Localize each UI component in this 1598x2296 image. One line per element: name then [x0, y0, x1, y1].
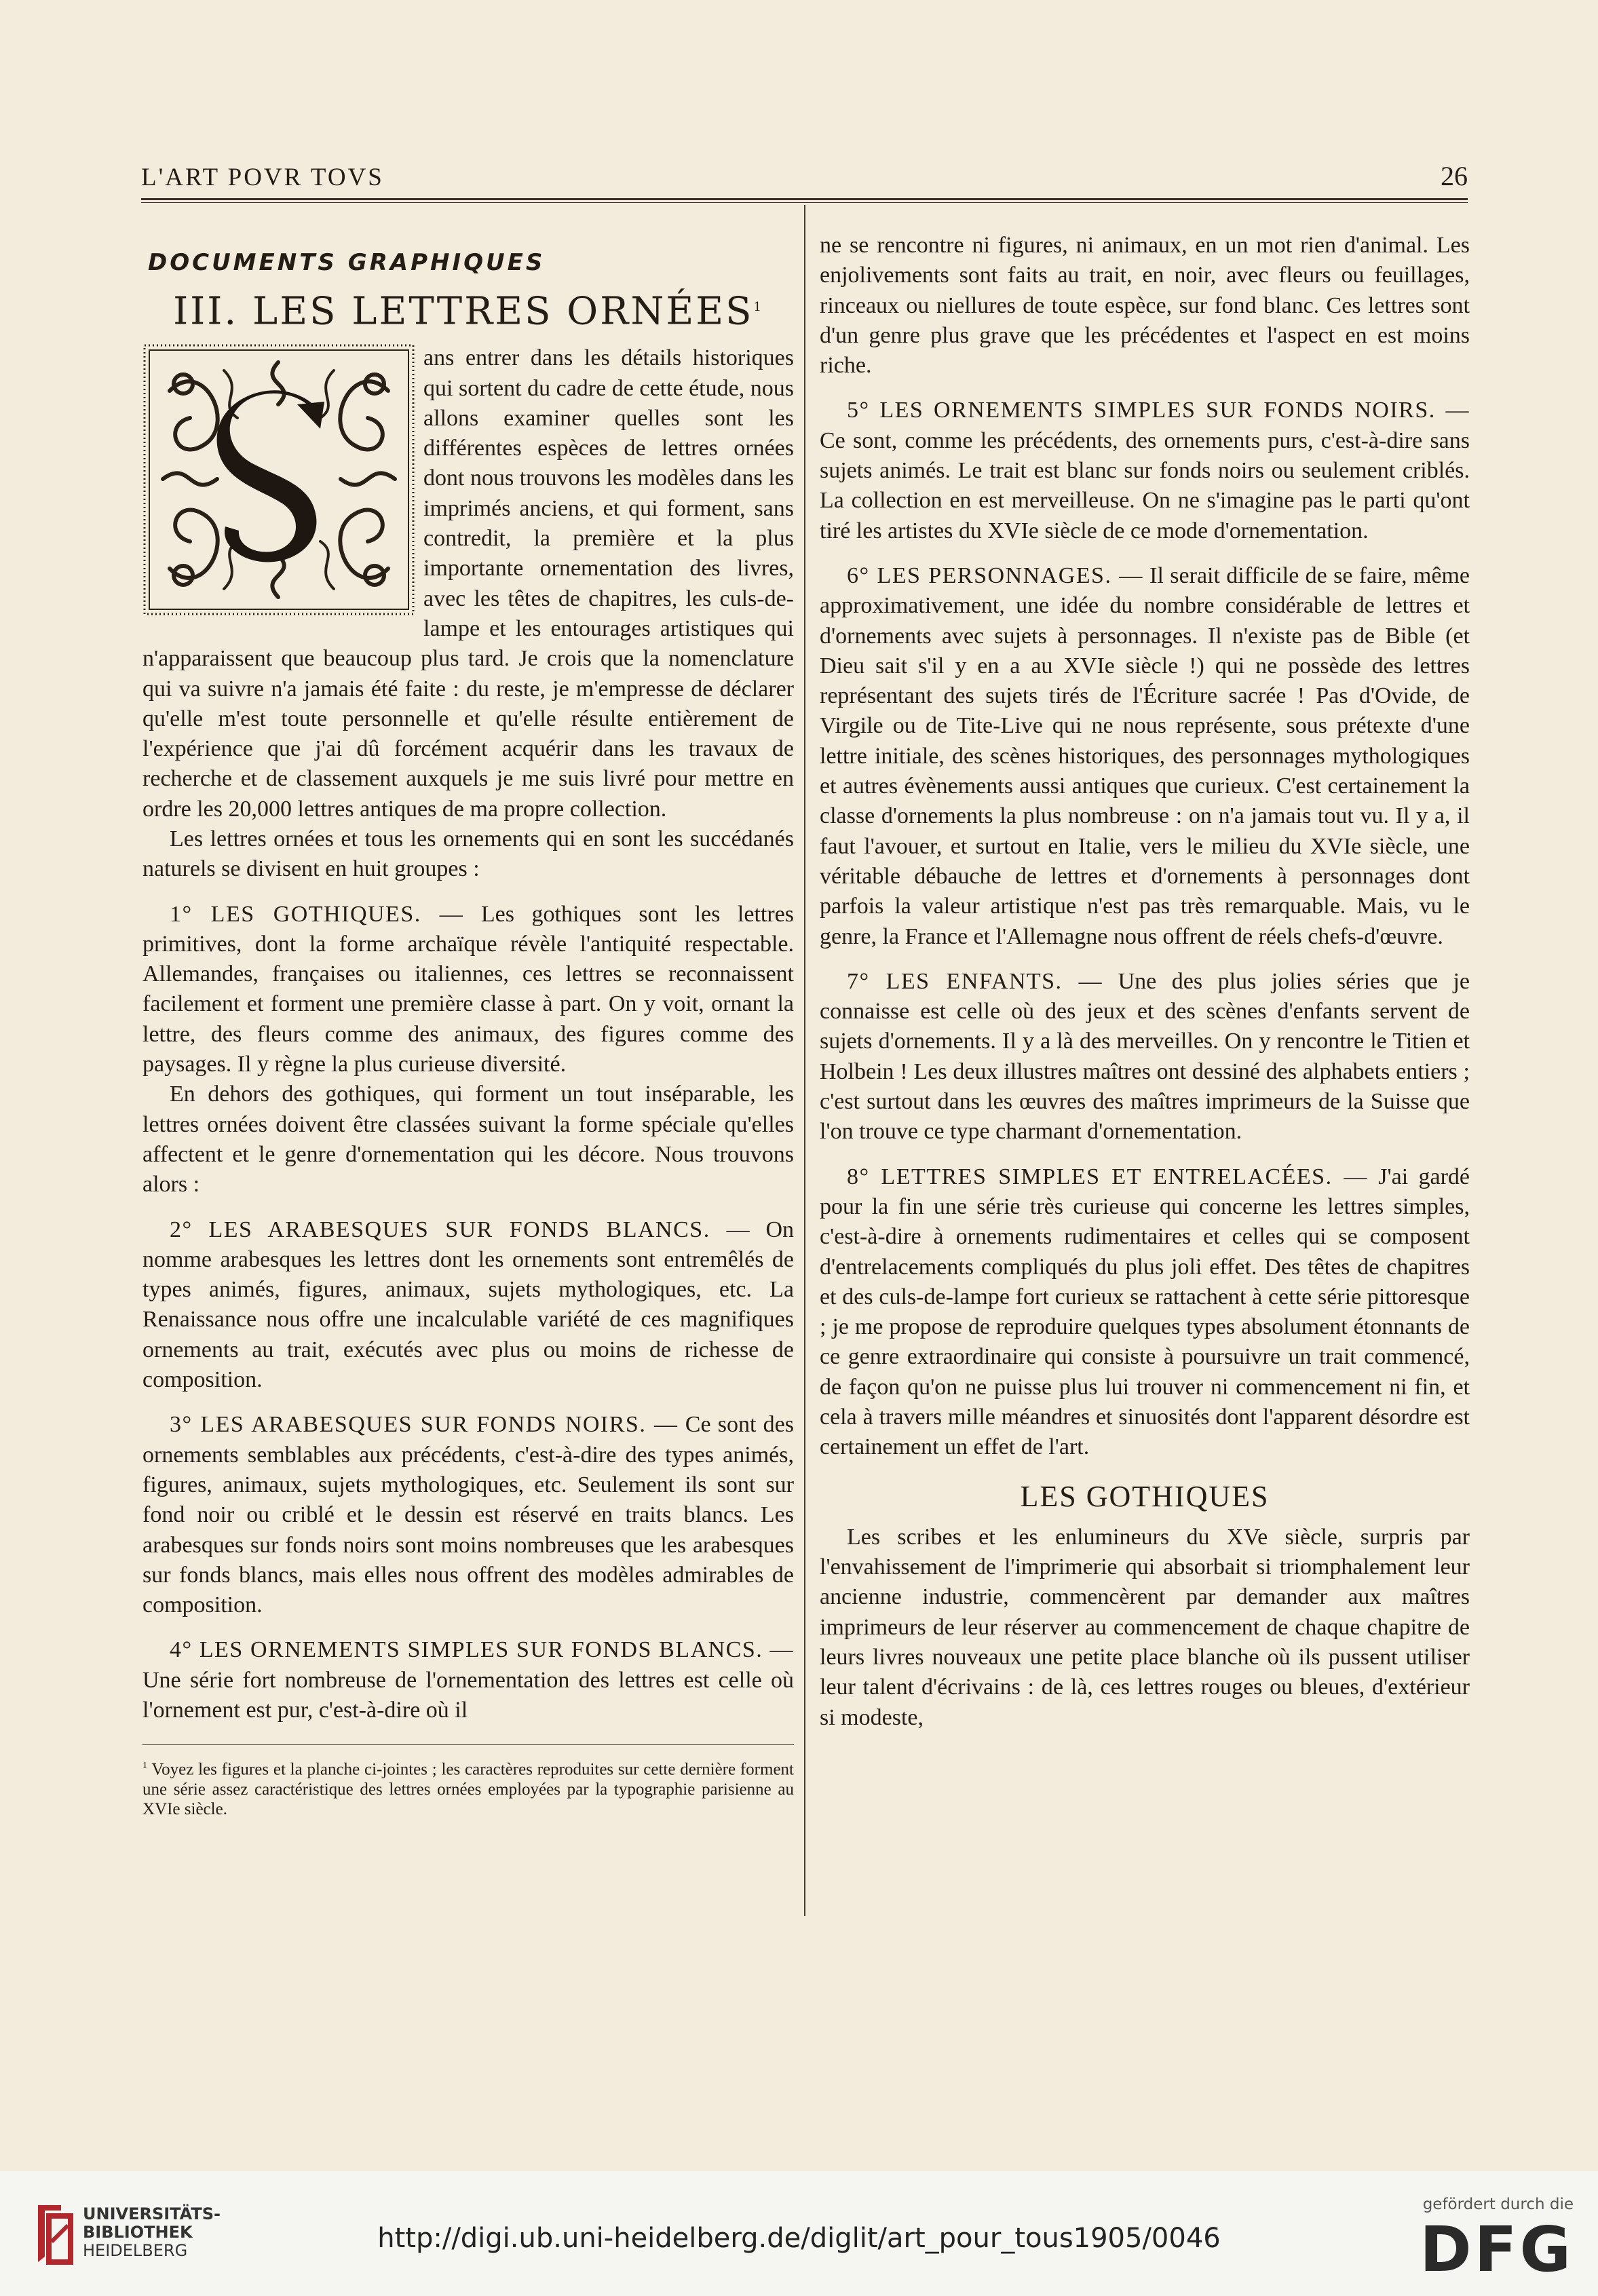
section-5-heading: 5° LES ORNEMENTS SIMPLES SUR FONDS NOIRS. — — [847, 398, 1470, 423]
section-3-heading: 3° LES ARABESQUES SUR FONDS NOIRS. — — [170, 1412, 679, 1438]
section-1-heading: 1° LES GOTHIQUES. — — [170, 901, 464, 927]
article-title-text: III. LES LETTRES ORNÉES — [173, 289, 754, 334]
left-column — [142, 248, 794, 1819]
title-footnote-mark: 1 — [753, 300, 763, 315]
footnote-text: Voyez les figures et la planche ci-jointes ; les caractères reproduites sur cette dernière forment une série assez caractéristique des lettres ornées employées par la typographie parisienne au XVIe siècle. — [142, 1760, 794, 1818]
section-4 — [142, 1635, 794, 1725]
ornamental-initial-s-icon — [142, 343, 415, 616]
section-kicker: DOCUMENTS GRAPHIQUES — [148, 249, 546, 276]
section-5-body: Ce sont, comme les précédents, des ornements purs, c'est-à-dire sans sujets animés. Le trait est blanc sur fonds noirs ou seulement criblés. La collection en est merveilleuse. On ne s'imagine pas le parti qu'ont tiré les artistes du XVIe siècle de ce mode d'ornementation. — [820, 427, 1470, 543]
running-head — [141, 163, 1468, 192]
section-2 — [142, 1215, 794, 1396]
section-6 — [820, 561, 1470, 952]
library-name-line-2: BIBLIOTHEK — [83, 2223, 193, 2242]
paragraph-dehors: En dehors des gothiques, qui forment un tout inséparable, les lettres ornées doivent être classées suivant la forme spéciale qu'elles affectent et le genre d'ornementation qui les décore. Nous trouvons alors : — [142, 1082, 794, 1198]
footnote — [142, 1744, 794, 1818]
paragraph-groups: Les lettres ornées et tous les ornements qui en sont les succédanés naturels se divisent en huit groupes : — [142, 826, 794, 882]
section-8 — [820, 1162, 1470, 1463]
page-number: 26 — [1441, 161, 1468, 191]
section-7-heading: 7° LES ENFANTS. — — [847, 968, 1103, 994]
footnote-mark: 1 — [142, 1761, 147, 1772]
sponsor-label: gefördert durch die — [1422, 2196, 1574, 2213]
dfg-logo-icon[interactable]: DFG — [1420, 2213, 1574, 2286]
right-column — [820, 231, 1470, 1733]
section-1-body: Les gothiques sont les lettres primitives, dont la forme archaïque révèle l'antiquité respectable. Allemandes, françaises ou italiennes, ces lettres se reconnaissent facilement et forment une première classe à part. On y voit, ornant la lettre, des fleurs comme des animaux, des figures comme des paysages. Il y règne la plus curieuse diversité. — [142, 901, 794, 1077]
header-rule-thin — [141, 202, 1468, 203]
section-4-body: Une série fort nombreuse de l'ornementation des lettres est celle où l'ornement est pur, c'est-à-dire où il — [142, 1667, 794, 1723]
column-divider — [804, 205, 805, 1916]
section-6-body: Il serait difficile de se faire, même approximativement, une idée du nombre considérable de lettres et d'ornements avec sujets à personnages. Il n'existe pas de Bible (et Dieu sait s'il y en a au XVIe siècle !) qui ne possède des lettres représentant des sujets tirés de l'Écriture sacrée ! Pas d'Ovide, de Virgile ou de Tite-Live qui ne nous représente, sous prétexte d'une lettre initiale, des scènes historiques, des personnages mythologiques et autres évènements aussi antiques que curieux. C'est certainement la classe d'ornements la plus nombreuse : on n'a jamais tout vu. Il y a, il faut l'avouer, et surtout en Italie, vers le milieu du XVIe siècle, une véritable débauche de lettres et d'ornements à personnages dont parfois la valeur artistique n'est pas très remarquable. Mais, vu le genre, la France et l'Allemagne nous offrent de réels chefs-d'œuvre. — [820, 562, 1470, 949]
section-5 — [820, 396, 1470, 546]
intro-paragraph: ans entrer dans les détails historiques qui sortent du cadre de cette étude, nous allons examiner quelles sont les différentes espèces de lettres ornées dont nous trouvons les modèles dans les imprimés anciens, et qui forment, sans contredit, la première et la plus importante ornementation des livres, avec les têtes de chapitres, les culs-de-lampe et les entourages artistiques qui n'apparaissent que beaucoup plus tard. Je crois que la nomenclature qui va suivre n'a jamais été faite : du reste, je m'empresse de déclarer qu'elle m'est toute personnelle et qu'elle résulte entièrement de l'expérience que j'ai dû forcément acquérir dans les travaux de recherche et de classement auxquels je me suis livré pour mettre en ordre les 20,000 lettres antiques de ma propre collection. — [142, 345, 794, 822]
permalink-url[interactable]: http://digi.ub.uni-heidelberg.de/diglit/art_pour_tous1905/0046 — [377, 2223, 1221, 2254]
digitization-footer — [0, 2171, 1598, 2296]
section-3 — [142, 1410, 794, 1620]
section-4-heading: 4° LES ORNEMENTS SIMPLES SUR FONDS BLANCS. — — [170, 1637, 794, 1663]
section-8-body: J'ai gardé pour la fin une série très curieuse qui concerne les lettres simples, c'est-à-dire à ornements rudimentaires et celles qui se composent d'entrelacements compliqués du plus joli effet. Des têtes de chapitres et des culs-de-lampe fort curieux se rattachent à cette série pittoresque ; je me propose de reproduire quelques types absolument étonnants de ce genre extraordinaire qui consiste à poursuivre un trait commencé, de façon qu'on ne puisse plus lui trouver ni commencement ni fin, et cela à travers mille méandres et sinuosités dont l'apparent désordre est certainement un effet de l'art. — [820, 1164, 1470, 1460]
section-7 — [820, 967, 1470, 1147]
running-title: L'ART POVR TOVS — [141, 164, 384, 191]
library-name-line-1: UNIVERSITÄTS- — [83, 2204, 221, 2223]
section-3-body: Ce sont des ornements semblables aux précédents, c'est-à-dire des types animés, figures, animaux, sujets mythologiques, etc. Seulement ils sont sur fond noir ou criblé et le dessin est réservé en traits blancs. Les arabesques sur fonds noirs sont moins nombreuses que les arabesques sur fonds blancs, mais elles nous offrent des modèles admirables de composition. — [142, 1412, 794, 1618]
section-6-heading: 6° LES PERSONNAGES. — — [847, 562, 1143, 588]
gothiques-paragraph: Les scribes et les enlumineurs du XVe siècle, surpris par l'envahissement de l'imprimerie qui absorbait si triomphalement leur ancienne industrie, commencèrent par demander aux maîtres imprimeurs de leur réserver au commencement de chaque chapitre de leurs livres nouveaux une petite place blanche où ils pussent utiliser leur talent d'écrivains : de là, ces lettres rouges ou bleues, d'extérieur si modeste, — [820, 1524, 1470, 1730]
section-2-heading: 2° LES ARABESQUES SUR FONDS BLANCS. — — [170, 1217, 751, 1242]
library-name-line-3: HEIDELBERG — [83, 2241, 188, 2260]
section-8-heading: 8° LETTRES SIMPLES ET ENTRELACÉES. — — [847, 1164, 1368, 1189]
section-title-gothiques: LES GOTHIQUES — [1020, 1479, 1270, 1513]
header-rule — [141, 198, 1468, 200]
section-2-body: On nomme arabesques les lettres dont les ornements sont entremêlés de types animés, figures, animaux, sujets mythologiques, etc. La Renaissance nous offre une incalculable variété de ces magnifiques ornements au trait, exécutés avec plus ou moins de richesse de composition. — [142, 1217, 795, 1393]
article-title — [142, 289, 794, 334]
section-1 — [142, 900, 794, 1080]
section-7-body: Une des plus jolies séries que je connaisse est celle où des jeux et des scènes d'enfants servent de sujets d'ornements. Il y a là des merveilles. On y rencontre le Titien et Holbein ! Les deux illustres maîtres ont dessiné des alphabets entiers ; c'est surtout dans les œuvres des maîtres imprimeurs de la Suisse que l'on trouve ce type charmant d'ornementation. — [820, 968, 1470, 1145]
continued-paragraph: ne se rencontre ni figures, ni animaux, en un mot rien d'animal. Les enjolivements sont faits au trait, en noir, avec fleurs ou feuillages, rinceaux ou niellures de toute espèce, sur fond blanc. Ces lettres sont d'un genre plus grave que les précédentes et l'aspect en est moins riche. — [820, 233, 1470, 379]
